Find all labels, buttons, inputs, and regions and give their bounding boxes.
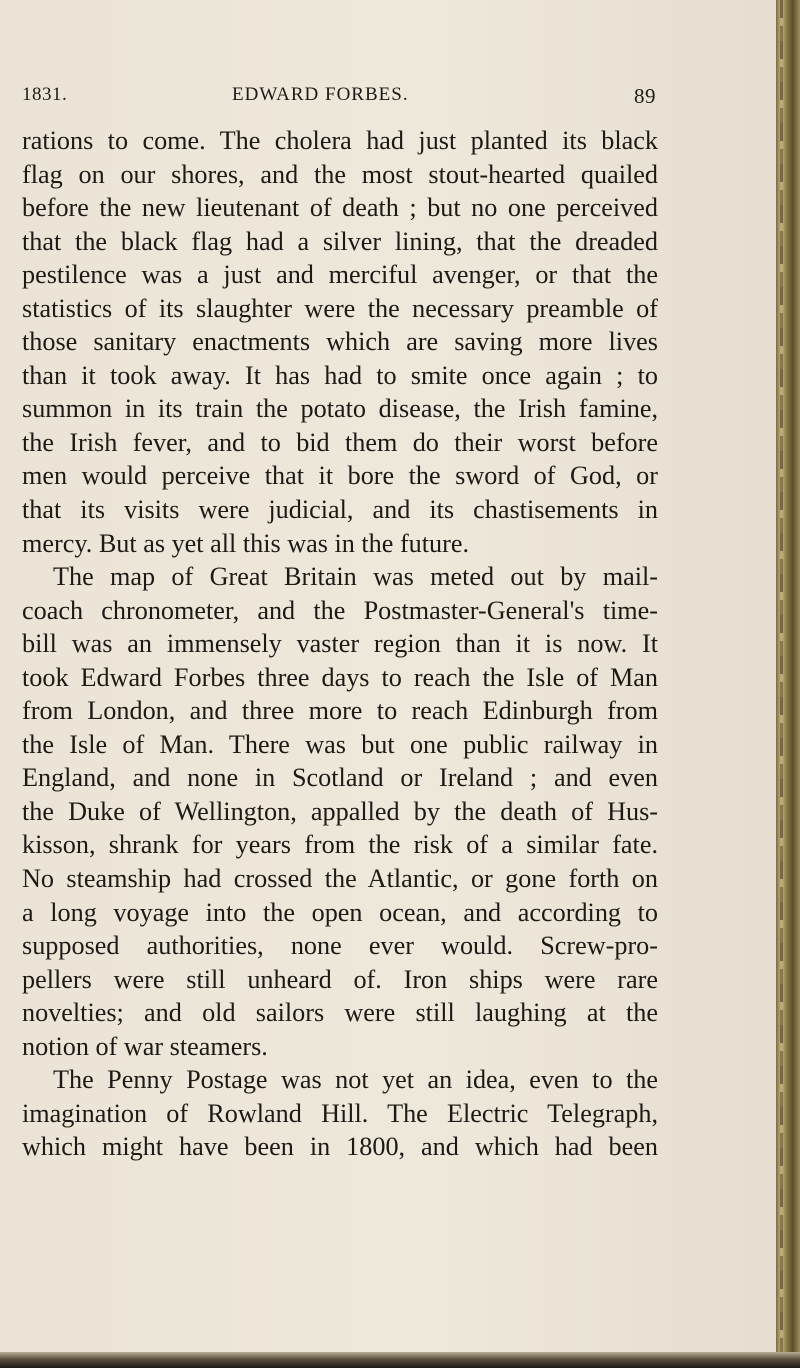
text-line: the Duke of Wellington, appalled by the death of Hus- [22, 796, 658, 826]
text-line: supposed authorities, none ever would. Screw-pro- [22, 931, 658, 961]
text-line: that the black flag had a silver lining, that the dreaded [22, 226, 658, 256]
text-line: men would perceive that it bore the sword of God, or [22, 461, 658, 491]
text-line: rations to come. The cholera had just planted its black [22, 126, 658, 155]
text-line: pestilence was a just and merciful avenger, or that the [22, 260, 658, 290]
text-line: The Penny Postage was not yet an idea, even to the [53, 1065, 658, 1095]
text-line: bill was an immensely vaster region than it is now. It [22, 629, 658, 659]
paragraph [22, 124, 658, 560]
text-line: kisson, shrank for years from the risk of a similar fate. [22, 830, 658, 860]
paragraph [22, 560, 658, 1063]
text-line: before the new lieutenant of death ; but no one perceived [22, 193, 658, 223]
text-line: those sanitary enactments which are saving more lives [22, 327, 658, 357]
text-line: novelties; and old sailors were still laughing at the [22, 998, 658, 1028]
text-line: statistics of its slaughter were the necessary preamble of [22, 293, 658, 323]
binding-edge [776, 0, 800, 1368]
text-line: coach chronometer, and the Postmaster-General's time- [22, 595, 658, 625]
text-line: the Irish fever, and to bid them do their worst before [22, 427, 658, 457]
page-shadow [0, 1352, 800, 1368]
text-line: summon in its train the potato disease, the Irish famine, [22, 394, 658, 424]
text-line: The map of Great Britain was meted out by mail- [53, 562, 658, 592]
text-line: the Isle of Man. There was but one public railway in [22, 729, 658, 759]
paragraph [22, 1063, 658, 1164]
text-line: than it took away. It has had to smite once again ; to [22, 360, 658, 390]
text-line: No steamship had crossed the Atlantic, or gone forth on [22, 864, 658, 894]
text-line: England, and none in Scotland or Ireland ; and even [22, 763, 658, 793]
running-header [22, 76, 656, 112]
header-year: 1831. [22, 84, 68, 105]
text-line: which might have been in 1800, and which had been [22, 1132, 658, 1162]
text-line: notion of war steamers. [22, 1031, 268, 1061]
text-line: that its visits were judicial, and its chastisements in [22, 495, 658, 525]
text-line: a long voyage into the open ocean, and according to [22, 897, 658, 927]
text-line: took Edward Forbes three days to reach the Isle of Man [22, 662, 658, 692]
body-text [22, 124, 658, 1164]
text-line: mercy. But as yet all this was in the future. [22, 528, 470, 558]
text-line: pellers were still unheard of. Iron ships were rare [22, 964, 658, 994]
page-number: 89 [634, 84, 656, 108]
text-line: flag on our shores, and the most stout-hearted quailed [22, 159, 658, 189]
header-title: EDWARD FORBES. [232, 84, 409, 105]
text-line: imagination of Rowland Hill. The Electric Telegraph, [22, 1098, 658, 1128]
text-line: from London, and three more to reach Edinburgh from [22, 696, 658, 726]
